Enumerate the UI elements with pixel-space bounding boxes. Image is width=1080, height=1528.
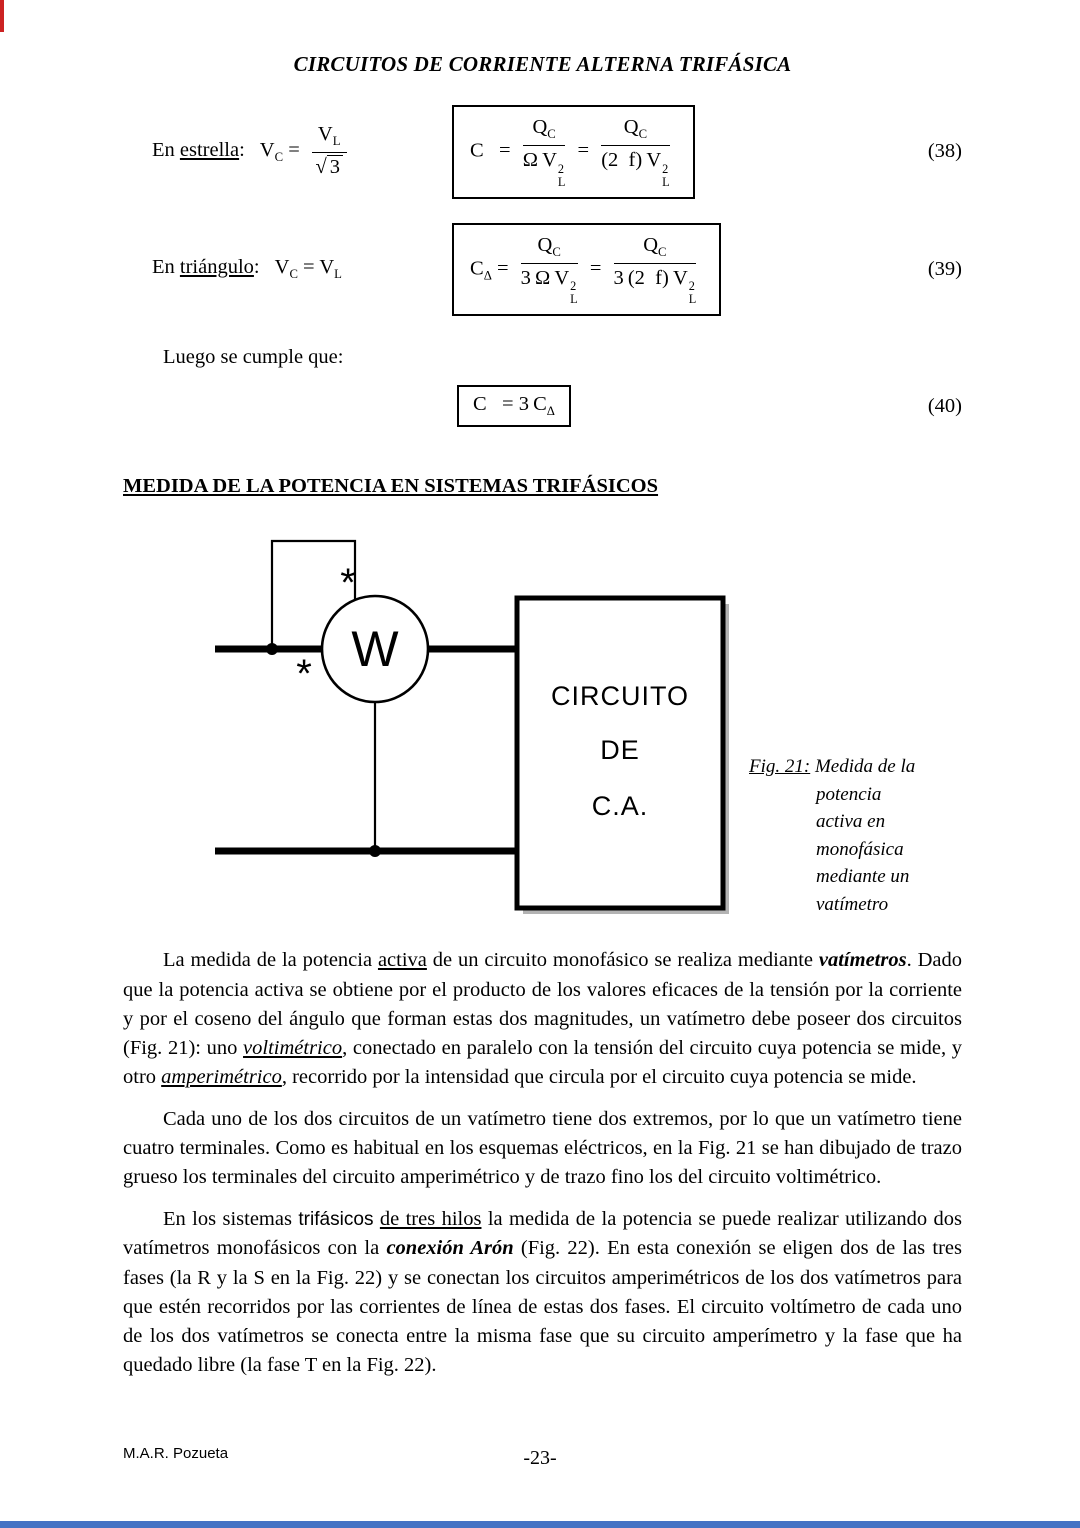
equation-39-lhs: En triángulo: $V_C = V_L$ xyxy=(152,256,342,282)
equation-38-number: (38) xyxy=(927,140,962,163)
circuit-box-line-2: DE xyxy=(600,735,640,766)
junction-dot-top xyxy=(266,643,278,655)
equation-38 xyxy=(123,105,962,199)
terminal-asterisk-top: * xyxy=(340,561,356,606)
page-corner-mark xyxy=(0,0,4,32)
wattmeter-circuit-diagram xyxy=(205,528,745,918)
figure-caption-text: Medida de la potencia activa en monofásica mediante un vatímetro xyxy=(810,756,916,915)
circuit-box-line-3: C.A. xyxy=(591,791,649,822)
wattmeter-label: W xyxy=(351,621,399,678)
figure-caption-label: Fig. 21: xyxy=(749,756,811,778)
terminal-asterisk-left: * xyxy=(296,652,312,697)
paragraph-1: La medida de la potencia activa de un circuito monofásico se realiza mediante vatímetros. Dado que la potencia activa se obtiene por el producto de los valores eficaces de la tensión por la corriente y por el coseno del ángulo que forman estas dos magnitudes, un vatímetro debe poseer dos circuitos (Fig. 21): uno voltimétrico, conectado en paralelo con la tensión del circuito cuya potencia se mide, y otro amperimétrico, recorrido por la intensidad que circula por el circuito cuya potencia se mide. xyxy=(123,949,962,1088)
equation-38-box: C = $Q_C$ Ω V 2 L = $Q_C$ (2 f) V 2 L xyxy=(452,105,695,199)
equation-40-intro: Luego se cumple que: xyxy=(163,346,344,369)
equation-38-lhs: En estrella: $V_C$ = $\frac{V_L}{√ 3}$ xyxy=(152,122,452,181)
equation-39 xyxy=(123,223,962,317)
figure-caption xyxy=(749,753,931,918)
footer-page-number: -23- xyxy=(523,1447,557,1469)
section-heading: MEDIDA DE LA POTENCIA EN SISTEMAS TRIFÁSICOS xyxy=(123,475,659,498)
circuit-box-line-1: CIRCUITO xyxy=(550,681,690,712)
equation-40-box: C = 3 $C_\Delta$ xyxy=(457,385,571,427)
junction-dot-bottom xyxy=(369,845,381,857)
bottom-edge-bar xyxy=(0,1521,1080,1528)
page-title: CIRCUITOS DE CORRIENTE ALTERNA TRIFÁSICA xyxy=(293,52,792,76)
equation-40-number: (40) xyxy=(927,394,962,417)
paragraph-3: En los sistemas trifásicos de tres hilos la medida de la potencia se puede realizar utilizando dos vatímetros monofásicos con la conexión Arón (Fig. 22). En esta conexión se eligen dos de las tres fases (la R y la S en la Fig. 22) y se conectan los circuitos amperimétricos de los dos vatímetros para que estén recorridos por las corrientes de línea de estas dos fases. El circuito voltímetro de cada uno de los dos vatímetros se conecta entre la misma fase que su circuito amperímetro y la fase que ha quedado libre (la fase T en la Fig. 22). xyxy=(123,1208,962,1376)
equation-39-box: $C_\Delta$ = $Q_C$ 3 Ω V 2 L = $Q_C$ 3 (2 f) V 2 L xyxy=(452,223,721,317)
equation-40 xyxy=(123,385,962,427)
paragraph-2: Cada uno de los dos circuitos de un vatímetro tiene dos extremos, por lo que un vatímetro tiene cuatro terminales. Como es habitual en los esquemas eléctricos, en la Fig. 21 se han dibujado de trazo grueso los terminales del circuito amperimétrico y de trazo fino los del circuito voltimétrico. xyxy=(123,1107,962,1189)
figure-21 xyxy=(205,528,962,918)
body-text xyxy=(123,946,962,1380)
footer-author: M.A.R. Pozueta xyxy=(123,1445,229,1462)
equation-39-number: (39) xyxy=(927,257,962,280)
